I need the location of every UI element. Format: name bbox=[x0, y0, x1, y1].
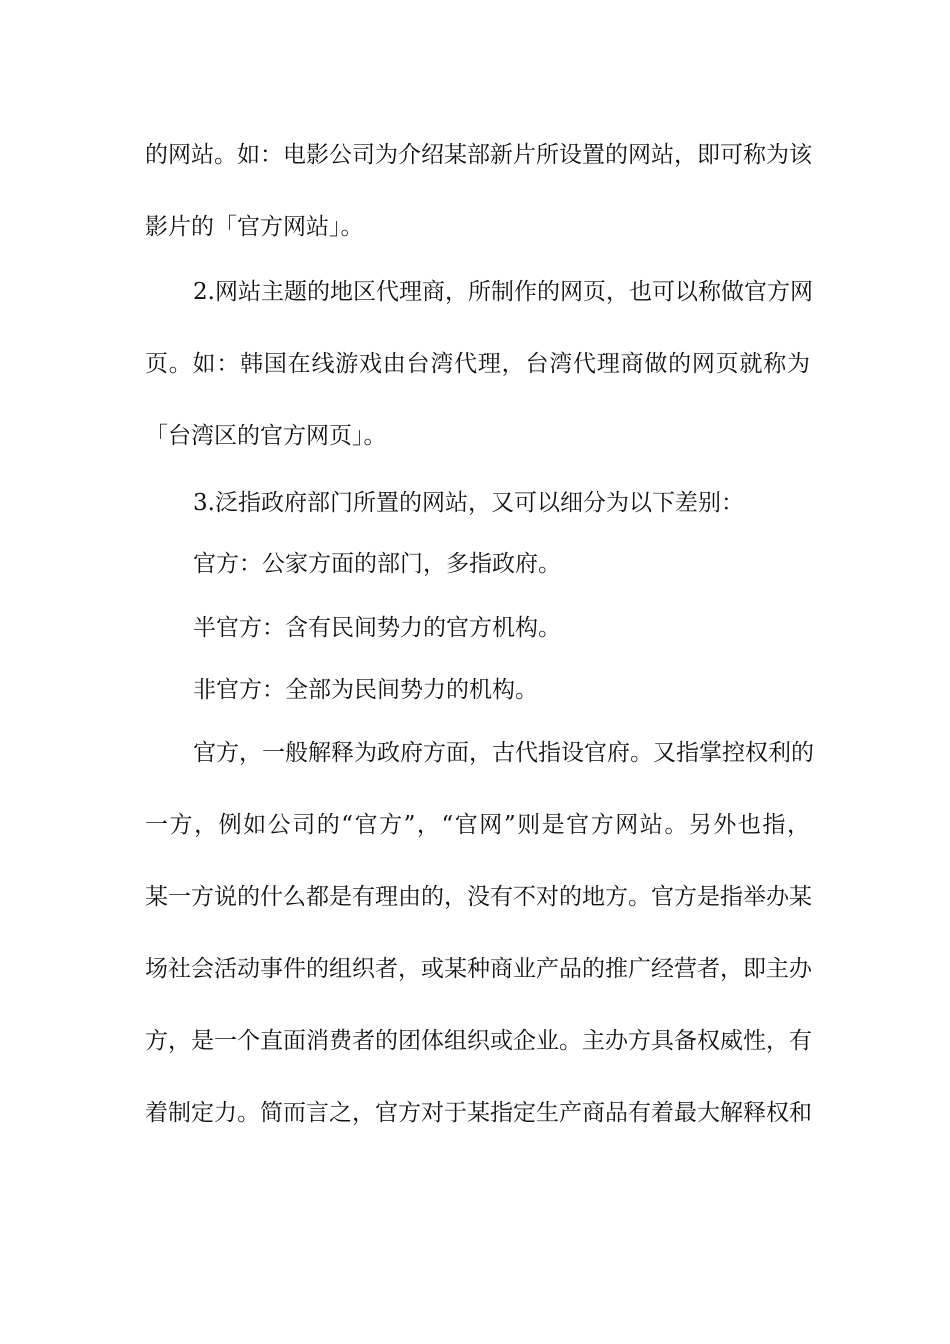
text-line: 页。如：韩国在线游戏由台湾代理，台湾代理商做的网页就称为 bbox=[145, 351, 810, 377]
text-line: 场社会活动事件的组织者，或某种商业产品的推广经营者，即主办 bbox=[145, 956, 812, 982]
text-line: 的网站。如：电影公司为介绍某部新片所设置的网站，即可称为该 bbox=[145, 142, 812, 168]
text-line: 影片的「官方网站」。 bbox=[145, 214, 364, 240]
text-line: 官方，一般解释为政府方面，古代指设官府。又指掌控权利的 bbox=[193, 740, 814, 766]
text-line: 「台湾区的官方网页」。 bbox=[145, 423, 387, 449]
text-line: 官方：公家方面的部门，多指政府。 bbox=[193, 551, 561, 577]
text-line: 方，是一个直面消费者的团体组织或企业。主办方具备权威性，有 bbox=[145, 1028, 812, 1054]
text-line: 一方，例如公司的“官方”，“官网”则是官方网站。另外也指， bbox=[145, 812, 810, 838]
text-line: 3.泛指政府部门所置的网站，又可以细分为以下差别： bbox=[193, 490, 744, 516]
text-line: 半官方：含有民间势力的官方机构。 bbox=[193, 615, 561, 641]
text-line: 非官方：全部为民间势力的机构。 bbox=[193, 677, 538, 703]
text-line: 某一方说的什么都是有理由的，没有不对的地方。官方是指举办某 bbox=[145, 884, 812, 910]
text-line: 着制定力。简而言之，官方对于某指定生产商品有着最大解释权和 bbox=[145, 1100, 812, 1126]
text-line: 2.网站主题的地区代理商，所制作的网页，也可以称做官方网 bbox=[193, 279, 813, 305]
